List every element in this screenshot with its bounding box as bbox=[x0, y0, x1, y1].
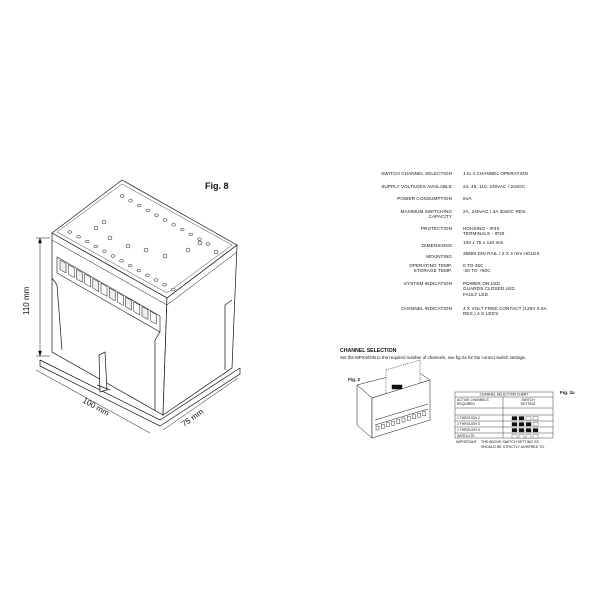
dip-switch bbox=[526, 417, 531, 421]
dip-switch bbox=[519, 435, 524, 439]
spec-label-line: DIMENSIONS bbox=[421, 243, 452, 248]
spec-label-line: MOUNTING bbox=[426, 254, 452, 259]
spec-value-line: 2A, 240vAC / 3A 30vDC RES. bbox=[463, 209, 527, 214]
dip-switch bbox=[512, 429, 517, 433]
important-note-line1: THE ABOVE SWITCH SETTING SS bbox=[481, 440, 539, 444]
chart-col2-header-line1: SWITCH bbox=[521, 398, 535, 402]
spec-label-line: POWER CONSUMPTION bbox=[397, 196, 452, 201]
dip-switch bbox=[512, 417, 517, 421]
spec-value-line: 35MM DIN RAIL / 2 X 4 mm HOLES bbox=[463, 251, 540, 256]
spec-label-line: OPERATING TEMP. bbox=[409, 263, 452, 268]
chart-row-label: 1 THROUGH 2 bbox=[457, 416, 480, 420]
dip-switch bbox=[533, 423, 538, 427]
spec-label-line: PROTECTION bbox=[420, 226, 452, 231]
spec-value-line: HOUSING - IP40 bbox=[463, 226, 500, 231]
dip-switch bbox=[526, 435, 531, 439]
spec-value-line: 1 to 4 CHANNEL OPERATION bbox=[463, 171, 528, 176]
spec-value-line: 4 X VOLT FREE CONTACT (125V 0.5A bbox=[463, 306, 547, 311]
chart-row-label: SATELLITE bbox=[457, 434, 475, 438]
figure-title: Fig. 8 bbox=[205, 181, 229, 191]
dip-switch bbox=[519, 429, 524, 433]
dip-switch bbox=[533, 429, 538, 433]
spec-value-line: RES.) 4 X LED's bbox=[463, 311, 499, 317]
dip-switch bbox=[533, 417, 538, 421]
spec-value-line: 6VA bbox=[463, 196, 472, 201]
width-dimension-label: 100 mm bbox=[81, 395, 111, 418]
height-dimension-label: 110 mm bbox=[22, 286, 31, 315]
chart-col1-header-line2: REQUIRED bbox=[457, 402, 475, 406]
important-label: IMPORTANT bbox=[456, 440, 477, 444]
spec-value-line: POWER ON LED bbox=[463, 281, 500, 286]
spec-value-line: GUARDS CLOSED LED bbox=[463, 286, 515, 292]
important-note-line2: SHOULD BE STRICTLY ADHERED TO. bbox=[481, 444, 546, 449]
spec-label-line: CHANNEL INDICATION bbox=[400, 306, 452, 311]
chart-row-label: 1 THROUGH 3 bbox=[457, 422, 480, 426]
spec-label-line: SYSTEM INDICATION bbox=[403, 281, 452, 286]
fig2-label: Fig. 2 bbox=[348, 377, 360, 382]
dip-switch bbox=[512, 423, 517, 427]
dip-switch bbox=[519, 417, 524, 421]
dip-switch bbox=[526, 429, 531, 433]
spec-label-line: SUPPLY VOLTAGES AVAILABLE bbox=[381, 184, 452, 189]
spec-value-line: 0 TO 45C bbox=[463, 263, 484, 268]
dip-switch bbox=[526, 423, 531, 427]
dip-switch bbox=[519, 423, 524, 427]
spec-value-line: 100 x 75 x 110 mm bbox=[463, 240, 504, 245]
dip-switch bbox=[533, 435, 538, 439]
spec-value-line: -20 TO +50C bbox=[463, 268, 491, 274]
depth-dimension-label: 75 mm bbox=[179, 407, 206, 429]
channel-selection-text: Set the MPX4/DIN to the required number of channels, see fig 2a for the correct switch settings. bbox=[340, 355, 526, 360]
spec-label-line: SWITCH CHANNEL SELECTION bbox=[381, 171, 452, 176]
spec-value-line: 24, 48, 110, 240vAC / 24vDC bbox=[463, 184, 526, 189]
fig2a-label: Fig. 2a bbox=[560, 390, 575, 395]
chart-row-label: 1 THROUGH 4 bbox=[457, 428, 480, 432]
spec-value-line: TERMINALS - IP20 bbox=[463, 231, 505, 237]
spec-value-line: FAULT LED bbox=[463, 291, 488, 297]
spec-label-line: MAXIMUM SWITCHING bbox=[400, 209, 452, 214]
spec-label-line: STORAGE TEMP. bbox=[413, 268, 452, 274]
channel-selection-heading: CHANNEL SELECTION bbox=[340, 348, 397, 354]
chart-col1-header-line1: ACTIVE CHANNELS bbox=[457, 398, 489, 402]
chart-title: CHANNEL SELECTION CHART bbox=[479, 392, 529, 397]
chart-col2-header-line2: SETTING bbox=[520, 402, 536, 406]
dip-switch bbox=[512, 435, 517, 439]
spec-label-line: CAPACITY bbox=[428, 214, 452, 220]
